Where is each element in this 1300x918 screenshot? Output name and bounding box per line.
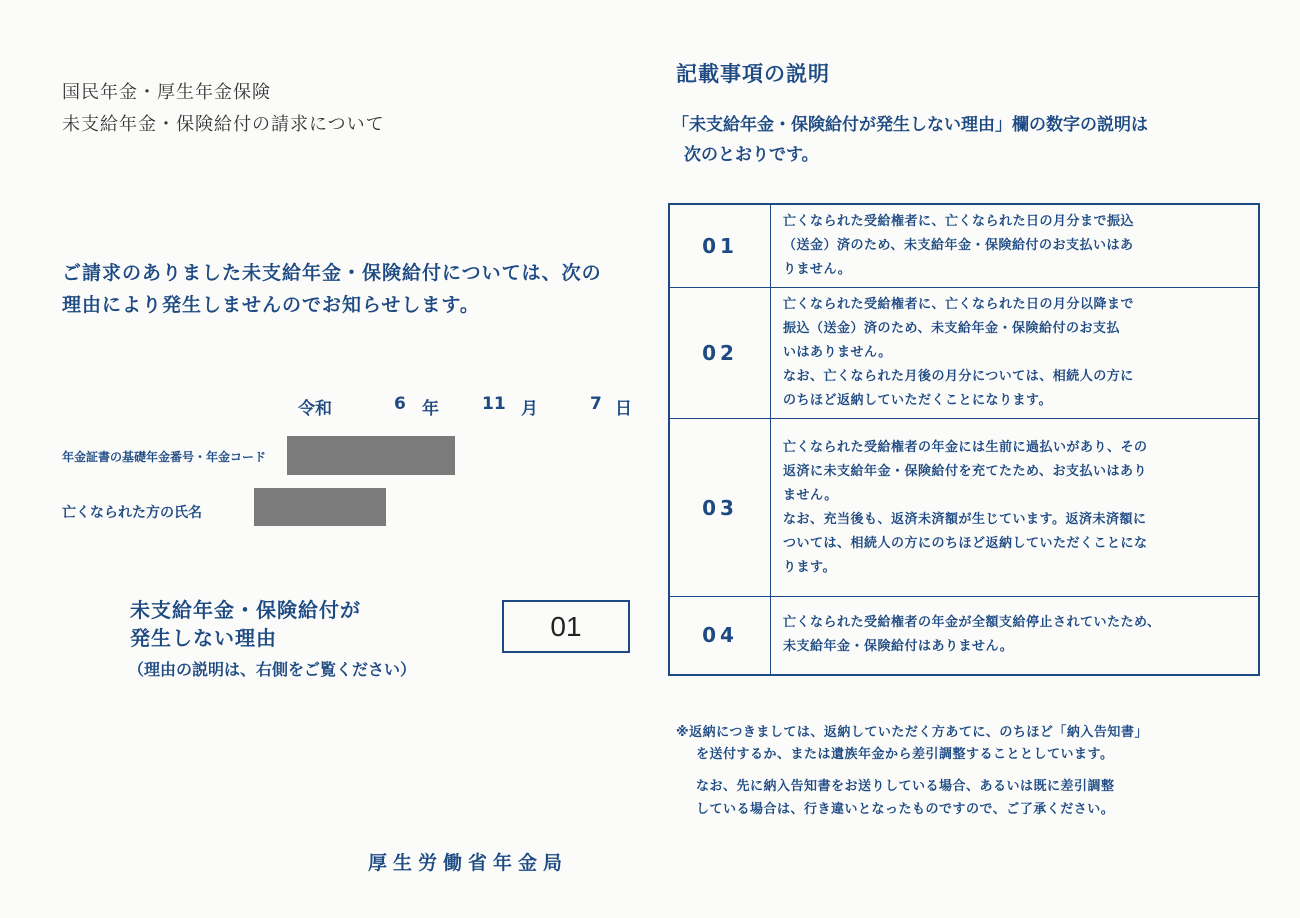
reason-code-cell: 01 [669, 204, 771, 288]
date-day-unit: 日 [615, 399, 632, 419]
notice-line-2: 理由により発生しませんのでお知らせします。 [62, 294, 480, 316]
explanation-title: 記載事項の説明 [676, 62, 830, 86]
explanation-intro-line-2: 次のとおりです。 [684, 145, 819, 165]
date-day: 7 [590, 394, 602, 414]
pension-number-label: 年金証書の基礎年金番号・年金コード [62, 450, 267, 464]
table-row [669, 204, 1259, 288]
reason-description-cell: 亡くなられた受給権者に、亡くなられた日の月分以降まで 振込（送金）済のため、未支給年金・保険給付のお支払 いはありません。 なお、亡くなられた月後の月分については、相続人の方に のちほど返納していただくことになります。 [771, 288, 1260, 419]
reason-code-table [668, 203, 1260, 676]
reason-description-cell: 亡くなられた受給権者の年金には生前に過払いがあり、その 返済に未支給年金・保険給付を充てたため、お支払いはあり ません。 なお、充当後も、返済未済額が生じています。返済未済額に ついては、相続人の方にのちほど返納していただくことにな ります。 [771, 419, 1260, 597]
document-title: 未支給年金・保険給付の請求について [62, 114, 385, 135]
note-line-1: ※返納につきましては、返納していただく方あてに、のちほど「納入告知書」 [676, 725, 1148, 740]
reason-label-line-1: 未支給年金・保険給付が [130, 598, 361, 622]
note-line-4: している場合は、行き違いとなったものですので、ご了承ください。 [696, 802, 1115, 817]
date-year: 6 [394, 394, 406, 414]
date-year-unit: 年 [422, 399, 439, 419]
explanation-intro-line-1: 「未支給年金・保険給付が発生しない理由」欄の数字の説明は [672, 115, 1148, 135]
reason-description-cell: 亡くなられた受給権者に、亡くなられた日の月分まで振込 （送金）済のため、未支給年金・保険給付のお支払いはあ りません。 [771, 204, 1260, 288]
document-category: 国民年金・厚生年金保険 [62, 82, 271, 103]
note-line-2: を送付するか、または遺族年金から差引調整することとしています。 [696, 747, 1114, 762]
reason-label-line-2: 発生しない理由 [130, 626, 277, 650]
reason-code-cell: 03 [669, 419, 771, 597]
table-row [669, 419, 1259, 597]
reason-sub-label: （理由の説明は、右側をご覧ください） [128, 660, 417, 679]
date-era: 令和 [298, 399, 332, 419]
deceased-name-redacted [254, 488, 386, 526]
date-month: 11 [482, 394, 506, 414]
note-line-3: なお、先に納入告知書をお送りしている場合、あるいは既に差引調整 [696, 779, 1115, 794]
reason-description-cell: 亡くなられた受給権者の年金が全額支給停止されていたため、 未支給年金・保険給付はありません。 [771, 597, 1260, 675]
notice-line-1: ご請求のありました未支給年金・保険給付については、次の [62, 262, 602, 284]
reason-code-cell: 04 [669, 597, 771, 675]
issuer-name: 厚生労働省年金局 [368, 852, 569, 874]
pension-number-redacted [287, 436, 455, 475]
table-row [669, 288, 1259, 419]
reason-code-cell: 02 [669, 288, 771, 419]
date-month-unit: 月 [521, 399, 538, 419]
deceased-name-label: 亡くなられた方の氏名 [62, 505, 202, 521]
table-row [669, 597, 1259, 675]
reason-code-box: 01 [502, 600, 630, 653]
